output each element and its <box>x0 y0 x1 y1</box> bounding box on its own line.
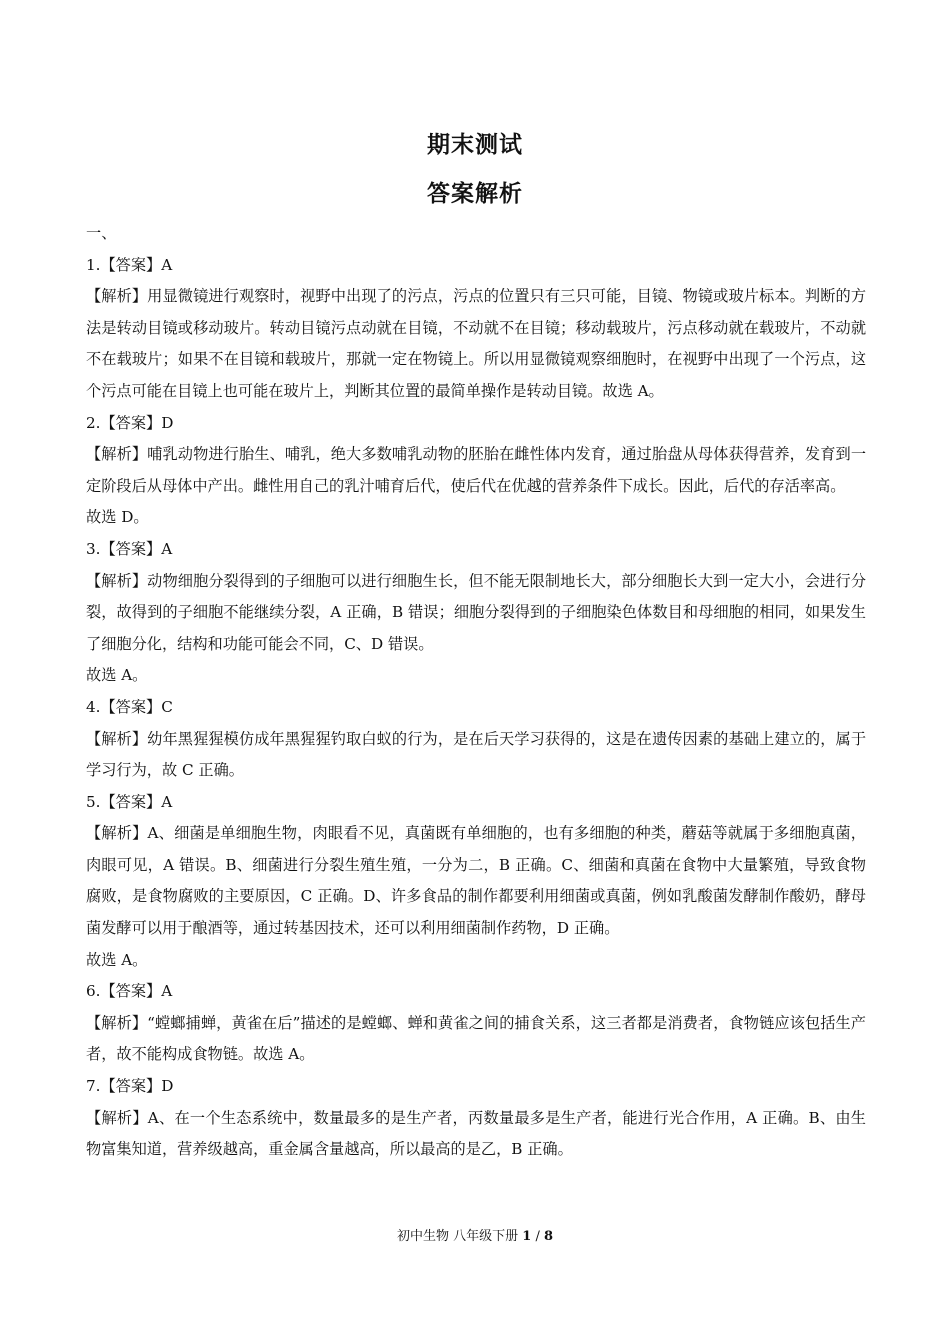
conclusion-3: 故选 A。 <box>86 666 148 685</box>
analysis-7: 【解析】A、在一个生态系统中，数量最多的是生产者，丙数量最多是生产者，能进行光合作用，A 正确。B、由生物富集知道，营养级越高，重金属含量越高，所以最高的是乙，B 正确。 <box>86 1108 866 1159</box>
page-total: 8 <box>543 1229 554 1244</box>
section-heading: 一、 <box>86 224 117 242</box>
conclusion-2: 故选 D。 <box>86 508 149 527</box>
answer-line-3: 3.【答案】A <box>86 539 173 558</box>
answer-line-4: 4.【答案】C <box>86 697 173 716</box>
analysis-1: 【解析】用显微镜进行观察时，视野中出现了的污点，污点的位置只有三只可能，目镜、物镜或玻片标本。判断的方法是转动目镜或移动玻片。转动目镜污点动就在目镜，不动就不在目镜；移动载玻片，污点移动就在载玻片，不动就不在载玻片；如果不在目镜和载玻片，那就一定在物镜上。所以用显微镜观察细胞时，在视野中出现了一个污点，这个污点可能在目镜上也可能在玻片上，判断其位置的最简单操作是转动目镜。故选 A。 <box>86 287 866 400</box>
analysis-5: 【解析】A、细菌是单细胞生物，肉眼看不见，真菌既有单细胞的，也有多细胞的种类，蘑菇等就属于多细胞真菌，肉眼可见，A 错误。B、细菌进行分裂生殖生殖，一分为二，B 正确。C、细菌和真菌在食物中大量繁殖，导致食物腐败，是食物腐败的主要原因，C 正确。D、许多食品的制作都要利用细菌或真菌，例如乳酸菌发酵制作酸奶，酵母菌发酵可以用于酿酒等，通过转基因技术，还可以利用细菌制作药物，D 正确。 <box>86 824 866 938</box>
analysis-2: 【解析】哺乳动物进行胎生、哺乳，绝大多数哺乳动物的胚胎在雌性体内发育，通过胎盘从母体获得营养，发育到一定阶段后从母体中产出。雌性用自己的乳汁哺育后代，使后代在优越的营养条件下成长。因此，后代的存活率高。 <box>86 445 866 495</box>
answer-line-1: 1.【答案】A <box>86 255 173 274</box>
analysis-4: 【解析】幼年黑猩猩模仿成年黑猩猩钓取白蚁的行为，是在后天学习获得的，这是在遗传因素的基础上建立的，属于学习行为，故 C 正确。 <box>86 729 866 780</box>
page-footer <box>0 1228 950 1246</box>
answer-line-6: 6.【答案】A <box>86 982 173 1001</box>
conclusion-5: 故选 A。 <box>86 950 148 969</box>
footer-label: 初中生物 八年级下册 <box>396 1229 519 1244</box>
answer-line-5: 5.【答案】A <box>86 792 173 811</box>
answer-line-7: 7.【答案】D <box>86 1077 174 1096</box>
answer-content <box>86 218 866 1166</box>
page-subtitle: 答案解析 <box>427 181 523 207</box>
analysis-6: 【解析】“螳螂捕蝉，黄雀在后”描述的是螳螂、蝉和黄雀之间的捕食关系，这三者都是消费者，食物链应该包括生产者，故不能构成食物链。故选 A。 <box>86 1013 866 1064</box>
analysis-3: 【解析】动物细胞分裂得到的子细胞可以进行细胞生长，但不能无限制地长大，部分细胞长大到一定大小，会进行分裂，故得到的子细胞不能继续分裂，A 正确，B 错误；细胞分裂得到的子细胞染色体数目和母细胞的相同，如果发生了细胞分化，结构和功能可能会不同，C、D 错误。 <box>86 571 866 653</box>
answer-line-2: 2.【答案】D <box>86 413 174 432</box>
page-separator: / <box>535 1229 540 1244</box>
page-number: 1 <box>522 1229 532 1244</box>
page-title: 期末测试 <box>427 132 523 158</box>
